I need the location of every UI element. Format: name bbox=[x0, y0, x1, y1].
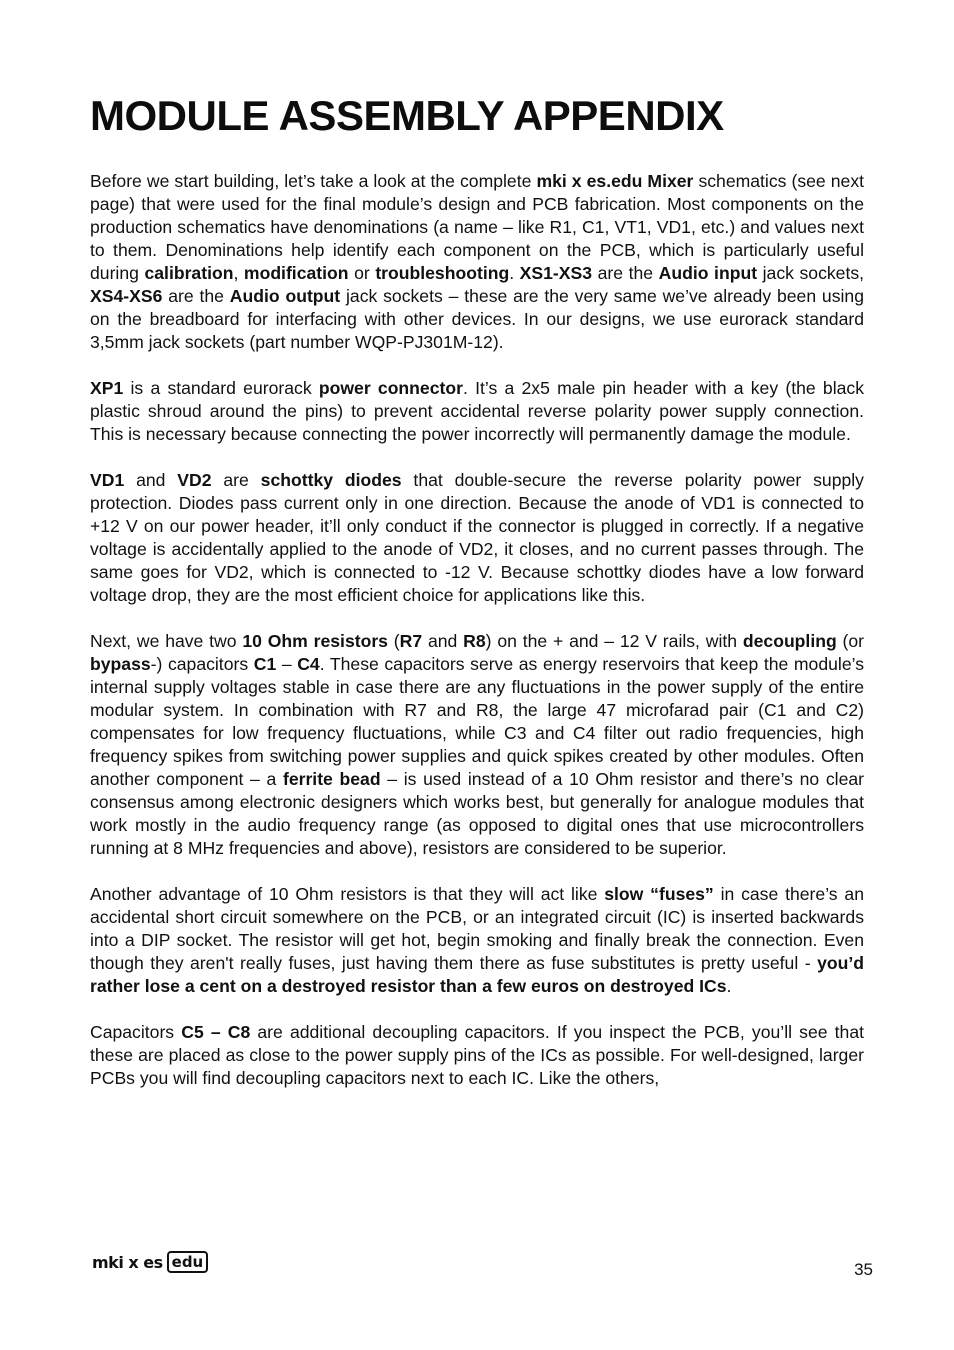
paragraph-1 bbox=[90, 170, 864, 354]
text-run: that double-secure the reverse polarity power supply protection. Diodes pass current only in one direction. Because the anode of VD1 is connected to +12 V on our power header, it’ll only conduct if the connector is plugged in correctly. If a negative voltage is accidentally applied to the anode of VD2, it closes, and no current passes through. The same goes for VD2, which is connected to -12 V. Because schottky diodes have a low forward voltage drop, they are the most efficient choice for applications like this. bbox=[90, 470, 864, 605]
bold-term: C4 bbox=[297, 654, 320, 674]
bold-term: 10 Ohm resistors bbox=[242, 631, 388, 651]
logo-text: mki x es bbox=[92, 1252, 163, 1272]
text-run: – bbox=[276, 654, 298, 674]
paragraph-3 bbox=[90, 469, 864, 607]
page-title: MODULE ASSEMBLY APPENDIX bbox=[90, 92, 724, 139]
text-run: and bbox=[422, 631, 464, 651]
text-run: are the bbox=[592, 263, 659, 283]
text-run: are bbox=[211, 470, 261, 490]
bold-term: XP1 bbox=[90, 378, 124, 398]
text-run: – is used instead of a 10 Ohm resistor and there’s no clear consensus among electronic designers which works best, but generally for analogue modules that work mostly in the audio frequency range (as opposed to digital ones that use microcontrollers running at 8 MHz frequencies and above), resistors are considered to be superior. bbox=[90, 769, 864, 858]
bold-term: XS4-XS6 bbox=[90, 286, 163, 306]
bold-term: Audio input bbox=[658, 263, 758, 283]
bold-term: slow “fuses” bbox=[604, 884, 714, 904]
text-run: -) capacitors bbox=[150, 654, 254, 674]
body-text bbox=[90, 170, 864, 1113]
bold-term: you’d rather lose a cent on a destroyed resistor than a few euros on destroyed ICs bbox=[90, 953, 864, 996]
text-run: , bbox=[233, 263, 244, 283]
bold-term: C5 – C8 bbox=[181, 1022, 251, 1042]
text-run: . bbox=[726, 976, 732, 996]
text-run: . These capacitors serve as energy reservoirs that keep the module’s internal supply voltages stable in case there are any fluctuations in the power supply of the entire modular system. In combination with R7 and R8, the large 47 microfarad pair (C1 and C2) compensates for low frequency fluctuations, while C3 and C4 filter out radio frequencies, high frequency spikes from switching power supplies and quick spikes created by other modules. Often another component – a bbox=[90, 654, 864, 789]
text-run: jack sockets – these are the very same we’ve already been using on the breadboard for interfacing with other devices. In our designs, we use eurorack standard 3,5mm jack sockets (part number WQP-PJ301M-12). bbox=[90, 286, 864, 352]
text-run: schematics (see next page) that were used for the final module’s design and PCB fabrication. Most components on the production schematics have denominations (a name – like R1, C1, VT1, VD1, etc.) and values next to them. Denominations help identify each component on the PCB, which is particularly useful during bbox=[90, 171, 865, 283]
text-run: is a standard eurorack bbox=[123, 378, 319, 398]
text-run: ) on the + and – 12 V rails, with bbox=[485, 631, 743, 651]
text-run: Before we start building, let’s take a look at the complete bbox=[90, 171, 537, 191]
paragraph-6 bbox=[90, 1021, 864, 1090]
text-run: or bbox=[348, 263, 376, 283]
bold-term: ferrite bead bbox=[282, 769, 381, 789]
bold-term: modification bbox=[243, 263, 349, 283]
text-run: . It’s a 2x5 male pin header with a key (the black plastic shroud around the pins) to prevent accidental reverse polarity power supply connection. This is necessary because connecting the power incorrectly will permanently damage the module. bbox=[90, 378, 864, 444]
text-run: are the bbox=[162, 286, 230, 306]
bold-term: calibration bbox=[144, 263, 234, 283]
bold-term: mki x es.edu Mixer bbox=[536, 171, 694, 191]
logo-edu-box: edu bbox=[167, 1251, 209, 1273]
bold-term: bypass bbox=[90, 654, 151, 674]
paragraph-5 bbox=[90, 883, 864, 998]
bold-term: C1 bbox=[253, 654, 277, 674]
page-number: 35 bbox=[854, 1260, 873, 1279]
bold-term: VD1 bbox=[90, 470, 125, 490]
bold-term: VD2 bbox=[177, 470, 212, 490]
bold-term: R7 bbox=[399, 631, 423, 651]
bold-term: Audio output bbox=[229, 286, 341, 306]
text-run: are additional decoupling capacitors. If you inspect the PCB, you’ll see that these are placed as close to the power supply pins of the ICs as possible. For well-designed, larger PCBs you will find decoupling capacitors next to each IC. Like the others, bbox=[90, 1022, 864, 1088]
bold-term: power connector bbox=[318, 378, 463, 398]
bold-term: schottky diodes bbox=[260, 470, 402, 490]
text-run: in case there’s an accidental short circuit somewhere on the PCB, or an integrated circuit (IC) is inserted backwards into a DIP socket. The resistor will get hot, begin smoking and finally break the connection. Even though they aren't really fuses, just having them there as fuse substitutes is pretty useful - bbox=[90, 884, 864, 973]
bold-term: XS1-XS3 bbox=[519, 263, 593, 283]
text-run: ( bbox=[387, 631, 400, 651]
text-run: and bbox=[124, 470, 178, 490]
bold-term: troubleshooting bbox=[375, 263, 510, 283]
footer-logo bbox=[92, 1250, 208, 1274]
text-run: Another advantage of 10 Ohm resistors is that they will act like bbox=[90, 884, 605, 904]
text-run: jack sockets, bbox=[757, 263, 865, 283]
paragraph-4 bbox=[90, 630, 864, 860]
bold-term: R8 bbox=[463, 631, 486, 651]
text-run: Capacitors bbox=[90, 1022, 182, 1042]
paragraph-2 bbox=[90, 377, 864, 446]
text-run: . bbox=[509, 263, 520, 283]
bold-term: decoupling bbox=[742, 631, 837, 651]
text-run: (or bbox=[836, 631, 865, 651]
text-run: Next, we have two bbox=[90, 631, 243, 651]
